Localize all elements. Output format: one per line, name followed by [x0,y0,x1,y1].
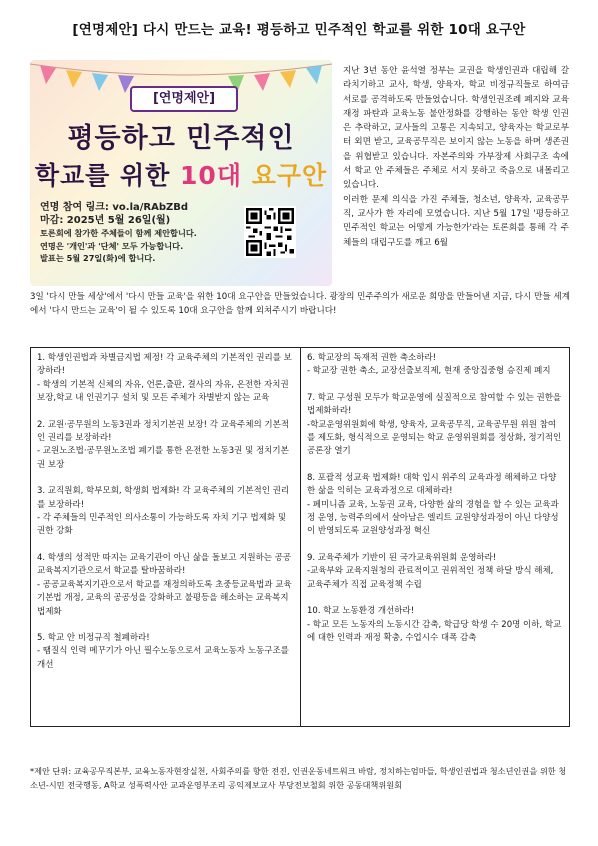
footnote: *제안 단위: 교육공무직본부, 교육노동자현장실천, 사회주의를 향한 전진, 인권운동네트워크 바람, 정치하는엄마들, 학생인권법과 청소년인권을 위한 청소년-시민 전국행동, A학교 성폭력사안 교과운영부조리 공익제보교사 부당전보철회 위한 공동대책위원회 [30,766,567,790]
poster-headline-2b: 10대 [180,161,242,190]
demand-heading: 2. 교원·공무원의 노동3권과 정치기본권 보장! 각 교육주체의 기본적인 권리를 보장하라! [37,419,290,444]
intro-text-continued [30,290,570,319]
demand-item [307,352,563,379]
demand-heading: 10. 학교 노동환경 개선하라! [307,606,415,617]
demand-item [37,419,294,473]
demand-heading: 4. 학생의 성적만 따지는 교육기관이 아닌 삶을 돌보고 지원하는 공공교육복지기관으로서 학교를 탈바꿈하라! [37,552,292,577]
intro-paragraph-2: 이러한 문제 의식을 가진 주체들, 청소년, 양육자, 교육공무직, 교사가 한 자리에 모였습니다. 지난 5월 17일 '평등하고 민주적인 학교는 어떻게 가능한가'라는 토론회를 통해 각 주체들의 대립구도를 깨고 6월 [343,194,569,248]
demand-item [37,632,294,672]
qr-code [244,206,296,258]
demand-item [37,485,294,539]
demand-item [307,392,563,459]
poster-headline-2a: 학교를 위한 [34,161,181,190]
poster-headline-2c: 요구안 [241,161,328,190]
demand-detail: - 학생의 기본적 신체의 자유, 언론,출판, 결사의 자유, 온전한 자치권 보장,학교 내 인권기구 설치 및 모든 주체가 차별받지 않는 교육 [37,379,289,404]
poster-headline-1: 평등하고 민주적인 [67,123,295,154]
demands-column-left [31,348,300,726]
intro-paragraph-3: 3일 '다시 만들 세상'에서 '다시 만들 교육'을 위한 10대 요구안을 만들었습니다. 광장의 민주주의가 새로운 희망을 만들어낸 지금, 다시 만들 세계에서 '다시 만드는 교육'이 될 수 있도록 10대 요구안을 함께 외쳐주시기 바랍니다! [30,292,570,317]
demands-column-right [300,348,569,726]
demand-detail: - 교원노조법·공무원노조법 폐기를 통한 온전한 노동3권 및 정치기본권 보장 [37,446,289,470]
demand-detail: - 각 주체들의 민주적인 의사소통이 가능하도록 자치 기구 법제화 및 권한 강화 [37,513,287,537]
demand-detail: - 학교장 권한 축소, 교장선출보직제, 현재 중앙집중형 승진제 폐지 [307,366,551,377]
poster-info [40,202,240,265]
demand-item [37,352,294,406]
poster-note-2: 연명은 '개인'과 '단체' 모두 가능합니다. [40,240,184,251]
demand-detail: -교육부와 교육지원청의 관료적이고 권위적인 정책 하달 방식 해체, 교육주체가 직접 교육정책 수립 [307,566,554,590]
poster-note-3: 발표는 5월 27일(화)에 합니다. [40,253,156,263]
poster-deadline: 마감: 2025년 5월 26일(월) [40,214,171,226]
intro-paragraph-1: 지난 3년 동안 윤석열 정부는 교권을 학생인권과 대립해 갈라치기하고 교사, 학생, 양육자, 학교 비정규직들로 하여금 서로를 공격하도록 만들었습니다. 학생인권조례 폐지와 교육재정 파탄과 교육노동 불안정화를 강행하는 동안 학생 인권은 추락하고, 교사들의 고통은 지속되고, 양육자는 학교로부터 외면 받고, 교육공무직은 보이지 않는 노동을 하며 생존권을 위협받고 있습니다. 자본주의와 가부장제 사회구조 속에서 학교 안 주체들은 주체로 서지 못하고 죽음으로 내몰리고 있습니다. [343,66,569,191]
poster-link: 연명 참여 링크: vo.la/RAbZBd [40,202,189,213]
demand-heading: 1. 학생인권법과 차별금지법 제정! 각 교육주체의 기본적인 권리를 보장하라! [37,353,292,377]
demand-heading: 8. 포괄적 성교육 법제화! 대학 입시 위주의 교육과정 해체하고 다양한 삶을 익히는 교육과정으로 대체하라! [307,472,557,497]
demand-detail: - 공공교육복지기관으로서 학교를 재정의하도록 초중등교육법과 교육기본법 개정, 교육의 공공성을 강화하고 불평등을 해소하는 교육복지 법제화 [37,579,292,617]
page-title: [연명제안] 다시 만드는 교육! 평등하고 민주적인 학교를 위한 10대 요구안 [72,22,526,38]
poster-headline-2 [30,156,332,192]
demand-item [307,472,563,539]
demand-detail: - 학교 모든 노동자의 노동시간 감축, 학급당 학생 수 20명 이하, 학교에 대한 인력과 재정 확충, 수업시수 대폭 감축 [307,619,562,643]
intro-text [343,64,569,250]
demand-item [37,552,294,619]
demand-heading: 6. 학교장의 독재적 권한 축소하라! [307,353,437,363]
demand-detail: -학교운영위원회에 학생, 양육자, 교육공무직, 교육공무원 위원 참여를 제도화, 형식적으로 운영되는 학교 운영위원회를 정상화, 정기적인 공론장 열기 [307,419,562,457]
demand-detail: - 페미니즘 교육, 노동권 교육, 다양한 삶의 경험을 할 수 있는 교육과정 운영, 능력주의에서 살아남은 엘리트 교원양성과정이 아닌 다양성이 반영되도록 교원양성과정 혁신 [307,499,559,537]
demand-heading: 5. 학교 안 비정규직 철폐하라! [37,632,150,643]
demand-heading: 9. 교육주체가 기반이 된 국가교육위원회 운영하라! [307,552,497,563]
demand-detail: - 땜질식 인력 메꾸기가 아닌 필수노동으로서 교육노동자 노동구조를 개선 [37,646,289,670]
demand-heading: 3. 교직원회, 학부모회, 학생회 법제화! 각 교육주체의 기본적인 권리를 보장하라! [37,486,290,510]
poster-note-1: 토론회에 참가한 주체들이 함께 제안합니다. [40,228,197,238]
demands-table [30,347,570,727]
poster-tag: [연명제안] [130,86,238,112]
poster-image [30,60,332,286]
demand-item [307,605,563,645]
demand-heading: 7. 학교 구성원 모두가 학교운영에 실질적으로 참여할 수 있는 권한을 법제화하라! [307,392,562,417]
demand-item [307,552,563,592]
